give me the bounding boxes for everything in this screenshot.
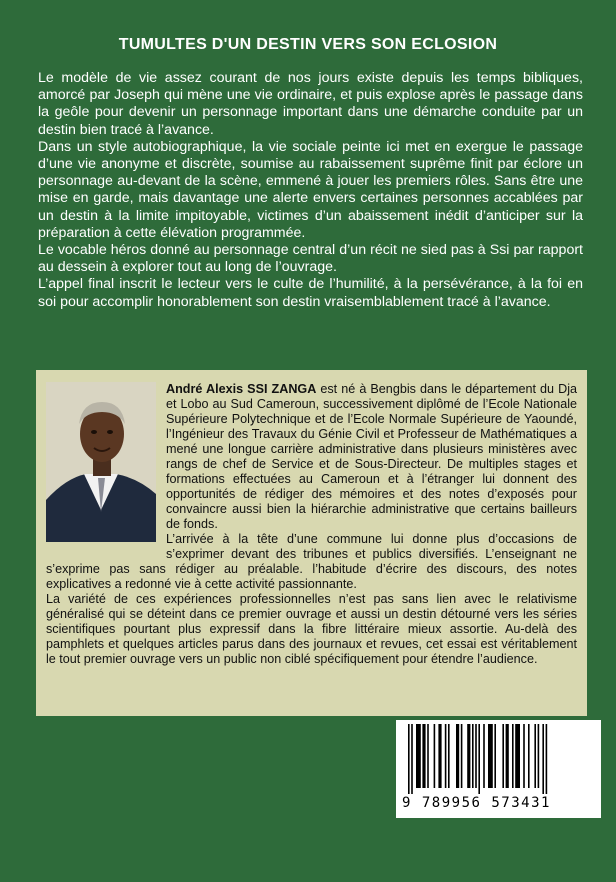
barcode-bar <box>408 724 410 794</box>
barcode-bar <box>448 724 450 788</box>
barcode-bar <box>416 724 421 788</box>
bio-paragraph-text: est né à Bengbis dans le département du Dja et Lobo au Sud Cameroun, successivement diplômé de l’Ecole Nationale Supérieure Polytechnique et de l’Ecole Normale Supérieure de Yaoundé, l’Ingénieur des Travaux du Génie Civil et Professeur de Mathématiques a mené une longue carrière administrative dans plusieurs ministères avec rangs de chef de Service et de Sous-Directeur. De multiples stages et formations effectuées au Cameroun et à l’étranger lui donnent des opportunités de rédiger des mémoires et des notes d’exposés pour convaincre aussi bien la hiérarchie administrative que certains bailleurs de fonds. <box>166 382 577 531</box>
barcode-bar <box>411 724 413 794</box>
barcode-bar <box>515 724 520 788</box>
author-portrait-image <box>46 382 156 542</box>
barcode-bar <box>528 724 530 788</box>
barcode-bar <box>467 724 470 788</box>
barcode-bar <box>512 724 514 788</box>
author-name: André Alexis SSI ZANGA <box>166 382 317 396</box>
bio-paragraph: L’arrivée à la tête d’une commune lui donne plus d’occasions de s’exprimer devant des tribunes et publics diversifiés. L’enseignant ne s’exprime pas sans rédiger au préalable. l’habitude d’écrire des discours, des notes explicatives a redonné vie à cette activité passionnante. <box>46 532 577 591</box>
barcode-bar <box>538 724 540 788</box>
barcode-bar <box>502 724 504 788</box>
barcode-bar <box>438 724 441 788</box>
author-bio-box <box>36 370 587 716</box>
barcode-bar <box>494 724 496 788</box>
bio-paragraph: La variété de ces expériences professionnelles n’est pas sans lien avec le relativisme généralisé qui se déteint dans ce premier ouvrage et aussi un destin détourné vers les séries scientifiques pourtant plus expressif dans la fibre littéraire mieux assortie. Au-delà des pamphlets et quelques articles parus dans des journaux et revues, cet essai est véritablement le tout premier ouvrage vers un public non ciblé spécifiquement pour étendre l’audience. <box>46 592 577 666</box>
barcode-bars <box>402 724 595 794</box>
barcode-bar <box>534 724 536 788</box>
barcode-bar <box>506 724 509 788</box>
barcode-bar <box>488 724 493 788</box>
page-title: TUMULTES D'UN DESTIN VERS SON ECLOSION <box>118 36 498 53</box>
barcode-bar <box>427 724 429 788</box>
barcode-bar <box>542 724 544 794</box>
author-photo <box>46 382 156 542</box>
barcode-bar <box>546 724 548 794</box>
isbn-number: 9 789956 573431 <box>402 795 551 811</box>
isbn-barcode <box>396 720 601 818</box>
barcode-bar <box>461 724 463 788</box>
intro-text <box>38 70 583 311</box>
barcode-bar <box>422 724 425 788</box>
intro-paragraph: Dans un style autobiographique, la vie sociale peinte ici met en exergue le passage d’une vie anonyme et discrète, soumise au rabaissement suprême finit par éclore un personnage au-devant de la scène, emmené à jouer les premiers rôles. Sans être une mise en garde, mais davantage une alerte envers certaines personnes accablées par un destin à la limite impitoyable, victimes d’un abaissement inédit d’anticiper sur la préparation à cette élévation programmée. <box>38 138 583 241</box>
intro-paragraph: Le modèle de vie assez courant de nos jours existe depuis les temps bibliques, amorcé par Joseph qui mène une vie ordinaire, et puis explose après le passage dans la geôle pour devenir un personnage important dans une démarche conduite par un destin bien tracé à l’avance. <box>38 70 583 138</box>
barcode-bar <box>434 724 436 788</box>
barcode-bar <box>475 724 477 788</box>
barcode-bar <box>472 724 474 788</box>
barcode-bar <box>478 724 480 794</box>
barcode-bar <box>523 724 525 788</box>
intro-paragraph: Le vocable héros donné au personnage central d’un récit ne sied pas à Ssi par rapport au dessein à explorer tout au long de l’ouvrage. <box>38 242 583 276</box>
barcode-bar <box>456 724 459 788</box>
barcode-bar <box>445 724 447 788</box>
intro-paragraph: L’appel final inscrit le lecteur vers le culte de l’humilité, à la persévérance, à la foi en soi pour accomplir honorablement son destin vraisemblablement tracé à l’avance. <box>38 276 583 310</box>
barcode-bar <box>483 724 485 788</box>
